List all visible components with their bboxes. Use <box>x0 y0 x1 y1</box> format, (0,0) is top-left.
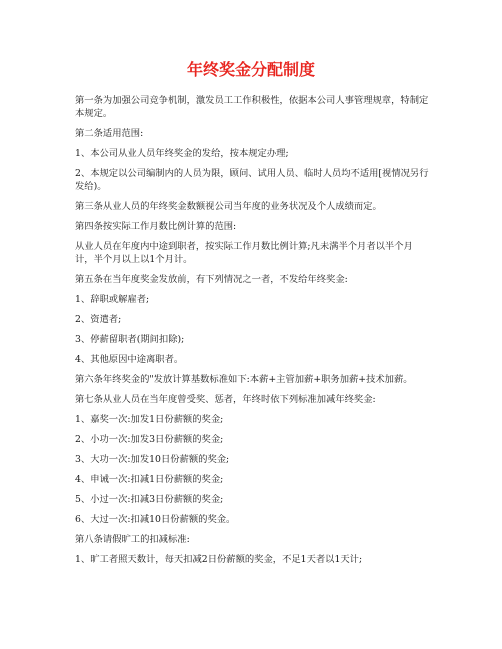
list-item: 6、大过一次:扣减10日份薪额的奖金。 <box>75 514 236 525</box>
list-item: 3、停薪留职者(期间扣除); <box>75 334 185 345</box>
list-item: 5、小过一次:扣减3日份薪额的奖金; <box>75 494 224 505</box>
list-item: 1、旷工者照天数计，每天扣减2日份薪额的奖金，不足1天者以1天计; <box>75 554 363 565</box>
list-item: 1、本公司从业人员年终奖金的发给，按本规定办理; <box>75 148 289 159</box>
list-item: 1、辞职或解雇者; <box>75 294 150 305</box>
paragraph-text: 从业人员在年度内中途到职者，按实际工作月数比例计算;凡未满半个月者以半个月计，半个月以上以1个月计。 <box>75 241 413 265</box>
paragraph-article-1: 第一条为加强公司竞争机制，激发员工工作积极性，依据本公司人事管理规章，特制定本规定。 <box>75 95 429 119</box>
paragraph-article-7: 第七条从业人员在当年度曾受奖、惩者，年终时依下列标准加减年终奖金: <box>75 394 376 405</box>
list-item: 2、小功一次:加发3日份薪额的奖金; <box>75 434 224 445</box>
paragraph-article-6: 第六条年终奖金的"发放计算基数标准如下:本薪+主管加薪+职务加薪+技术加薪。 <box>75 374 413 385</box>
list-item: 1、嘉奖一次:加发1日份薪额的奖金; <box>75 414 224 425</box>
list-item: 2、资遣者; <box>75 314 122 325</box>
paragraph-article-4: 第四条按实际工作月数比例计算的范围: <box>75 221 237 232</box>
document-title: 年终奖金分配制度 <box>186 60 315 79</box>
paragraph-article-3: 第三条从业人员的年终奖金数额视公司当年度的业务状况及个人成绩而定。 <box>75 201 382 212</box>
list-item: 4、申诫一次:扣减1日份薪额的奖金; <box>75 474 224 485</box>
document-body <box>75 94 431 573</box>
paragraph-article-8: 第八条请假旷工的扣减标准: <box>75 534 190 545</box>
list-item: 3、大功一次:加发10日份薪额的奖金; <box>75 454 230 465</box>
paragraph-article-5: 第五条在当年度奖金发放前，有下列情况之一者，不发给年终奖金: <box>75 274 348 285</box>
list-item: 2、本规定以公司编制内的人员为限，顾问、试用人员、临时人员均不适用[视情况另行发给)。 <box>75 168 429 192</box>
list-item: 4、其他原因中途离职者。 <box>75 354 184 365</box>
paragraph-article-2: 第二条适用范围: <box>75 128 144 139</box>
